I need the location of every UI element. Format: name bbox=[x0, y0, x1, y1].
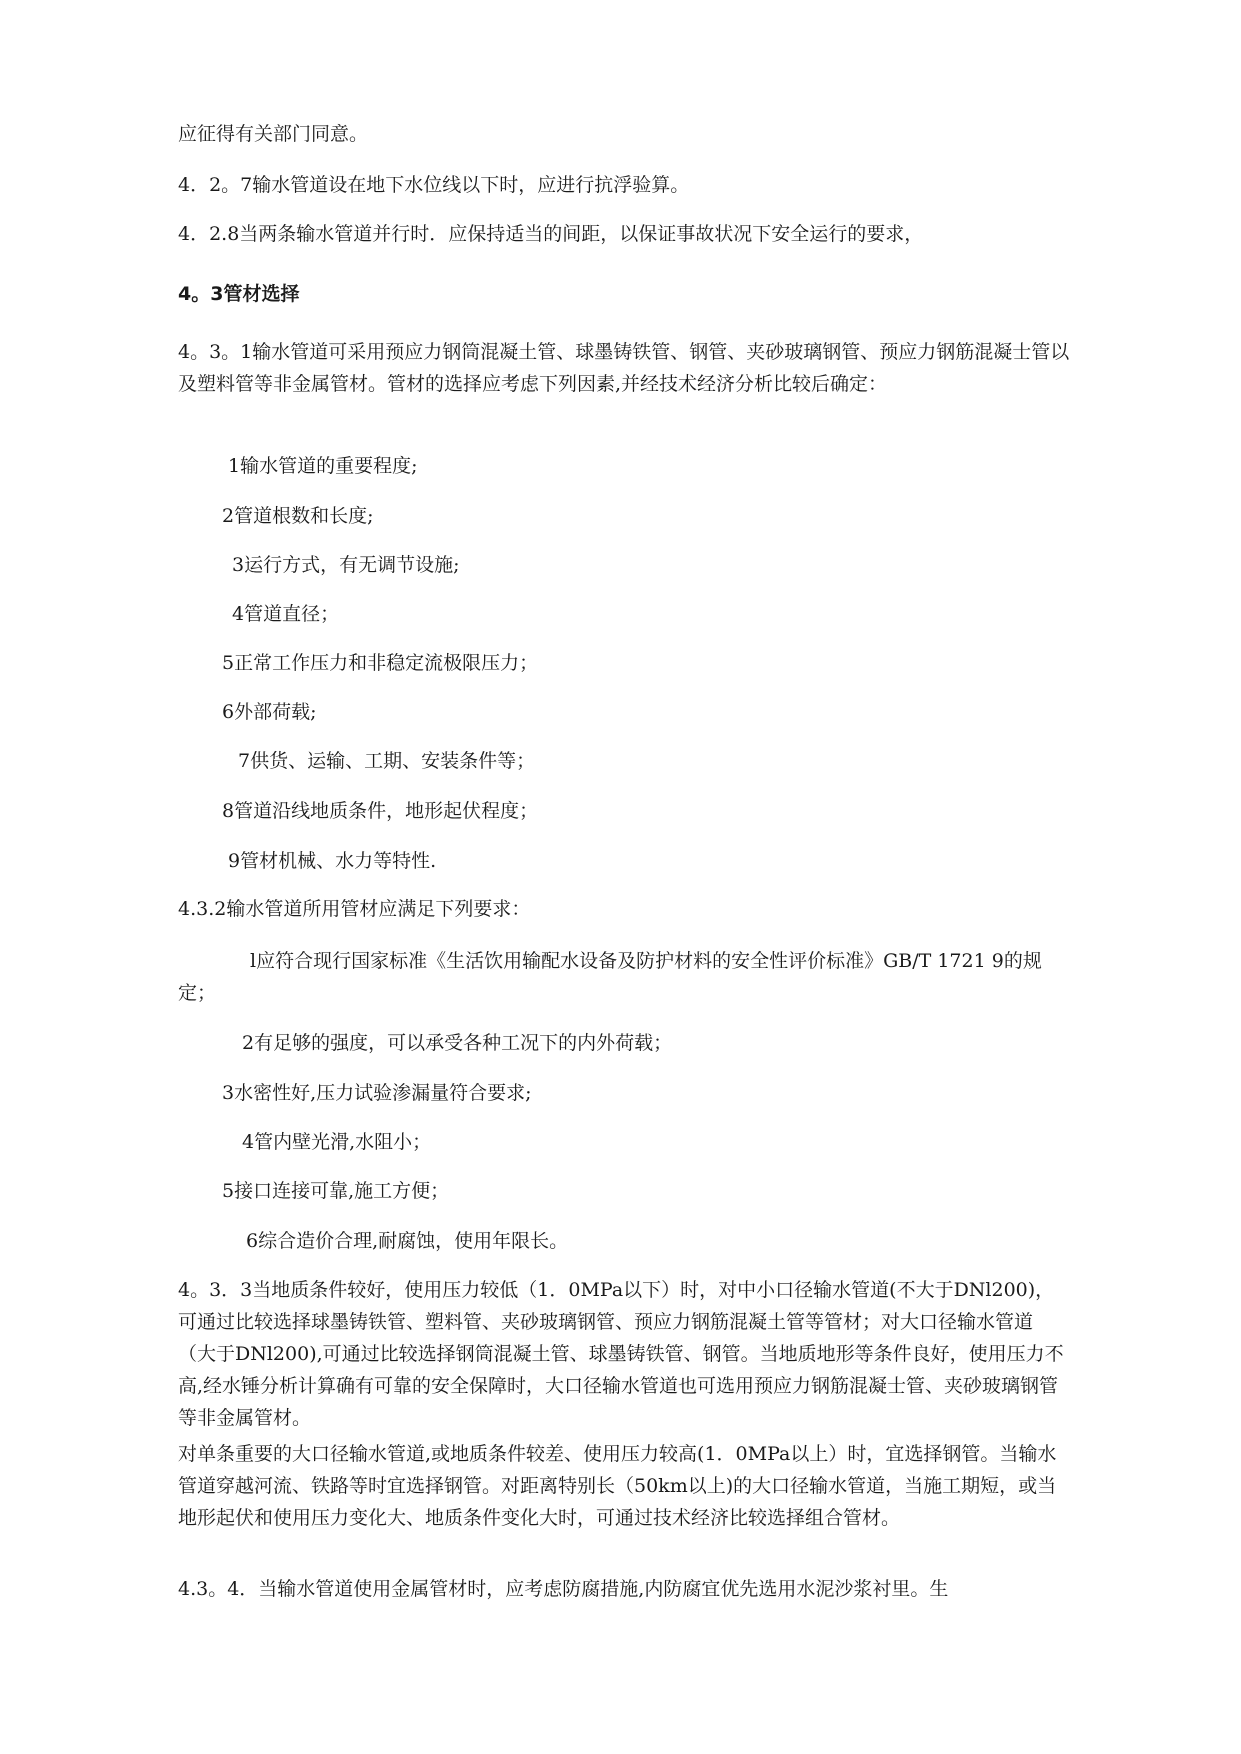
list-item: 4管道直径； bbox=[232, 603, 340, 625]
clause-4-3-1: 4。3。1输水管道可采用预应力钢筒混凝土管、球墨铸铁管、钢管、夹砂玻璃钢管、预应力钢筋混凝士管以及塑料管等非金属管材。管材的选择应考虑下列因素,并经技术经济分析比较后确定： bbox=[178, 341, 1070, 395]
list-item: 2有足够的强度，可以承受各种工况下的内外荷载； bbox=[242, 1032, 673, 1054]
list-item: 6外部荷载; bbox=[222, 701, 317, 723]
section-heading-4-3: 4。3管材选择 bbox=[178, 283, 300, 305]
clause-4-3-2: 4.3.2输水管道所用管材应满足下列要求： bbox=[178, 898, 531, 920]
list-item: 5接口连接可靠,施工方便； bbox=[222, 1180, 450, 1202]
clause-4-3-3-continued: 对单条重要的大口径输水管道,或地质条件较差、使用压力较高(1．0MPa以上）时，宜选择钢管。当输水管道穿越河流、铁路等时宜选择钢管。对距离特别长（50km以上)的大口径输水管道，当施工期短，或当地形起伏和使用压力变化大、地质条件变化大时，可通过技术经济比较选择组合管材。 bbox=[178, 1443, 1057, 1529]
clause-4-2-8: 4．2.8当两条输水管道并行时．应保持适当的间距，以保证事故状况下安全运行的要求， bbox=[178, 223, 924, 245]
list-item: 9管材机械、水力等特性. bbox=[228, 850, 437, 872]
list-item: l应符合现行国家标准《生活饮用输配水设备及防护材料的安全性评价标准》GB/T 1721 9的规定； bbox=[178, 950, 1042, 1004]
clause-4-3-3: 4。3．3当地质条件较好，使用压力较低（1．0MPa以下）时，对中小口径输水管道(不大于DNl200)，可通过比较选择球墨铸铁管、塑料管、夹砂玻璃钢管、预应力钢筋混凝土管等管材；对大口径输水管道（大于DNl200),可通过比较选择钢筒混凝土管、球墨铸铁管、钢管。当地质地形等条件良好，使用压力不高,经水锤分析计算确有可靠的安全保障时，大口径输水管道也可选用预应力钢筋混凝士管、夹砂玻璃钢管等非金属管材。 bbox=[178, 1279, 1064, 1429]
list-item: 5正常工作压力和非稳定流极限压力； bbox=[222, 652, 539, 674]
list-item: 3水密性好,压力试验渗漏量符合要求; bbox=[222, 1082, 532, 1104]
list-item: 1输水管道的重要程度; bbox=[228, 455, 418, 477]
list-item: 6综合造价合理,耐腐蚀，使用年限长。 bbox=[246, 1230, 569, 1252]
clause-4-3-4: 4.3。4．当输水管道使用金属管材时，应考虑防腐措施,内防腐宜优先选用水泥沙浆衬里。生 bbox=[178, 1578, 949, 1600]
list-item: 8管道沿线地质条件，地形起伏程度； bbox=[222, 800, 539, 822]
list-item: 2管道根数和长度; bbox=[222, 505, 374, 527]
list-item: 3运行方式，有无调节设施; bbox=[232, 554, 460, 576]
clause-4-2-7: 4．2。7输水管道设在地下水位线以下时，应进行抗浮验算。 bbox=[178, 174, 690, 196]
list-item: 7供货、运输、工期、安装条件等； bbox=[238, 750, 536, 772]
paragraph-continuation: 应征得有关部门同意。 bbox=[178, 123, 369, 145]
list-item: 4管内壁光滑,水阻小； bbox=[242, 1131, 432, 1153]
